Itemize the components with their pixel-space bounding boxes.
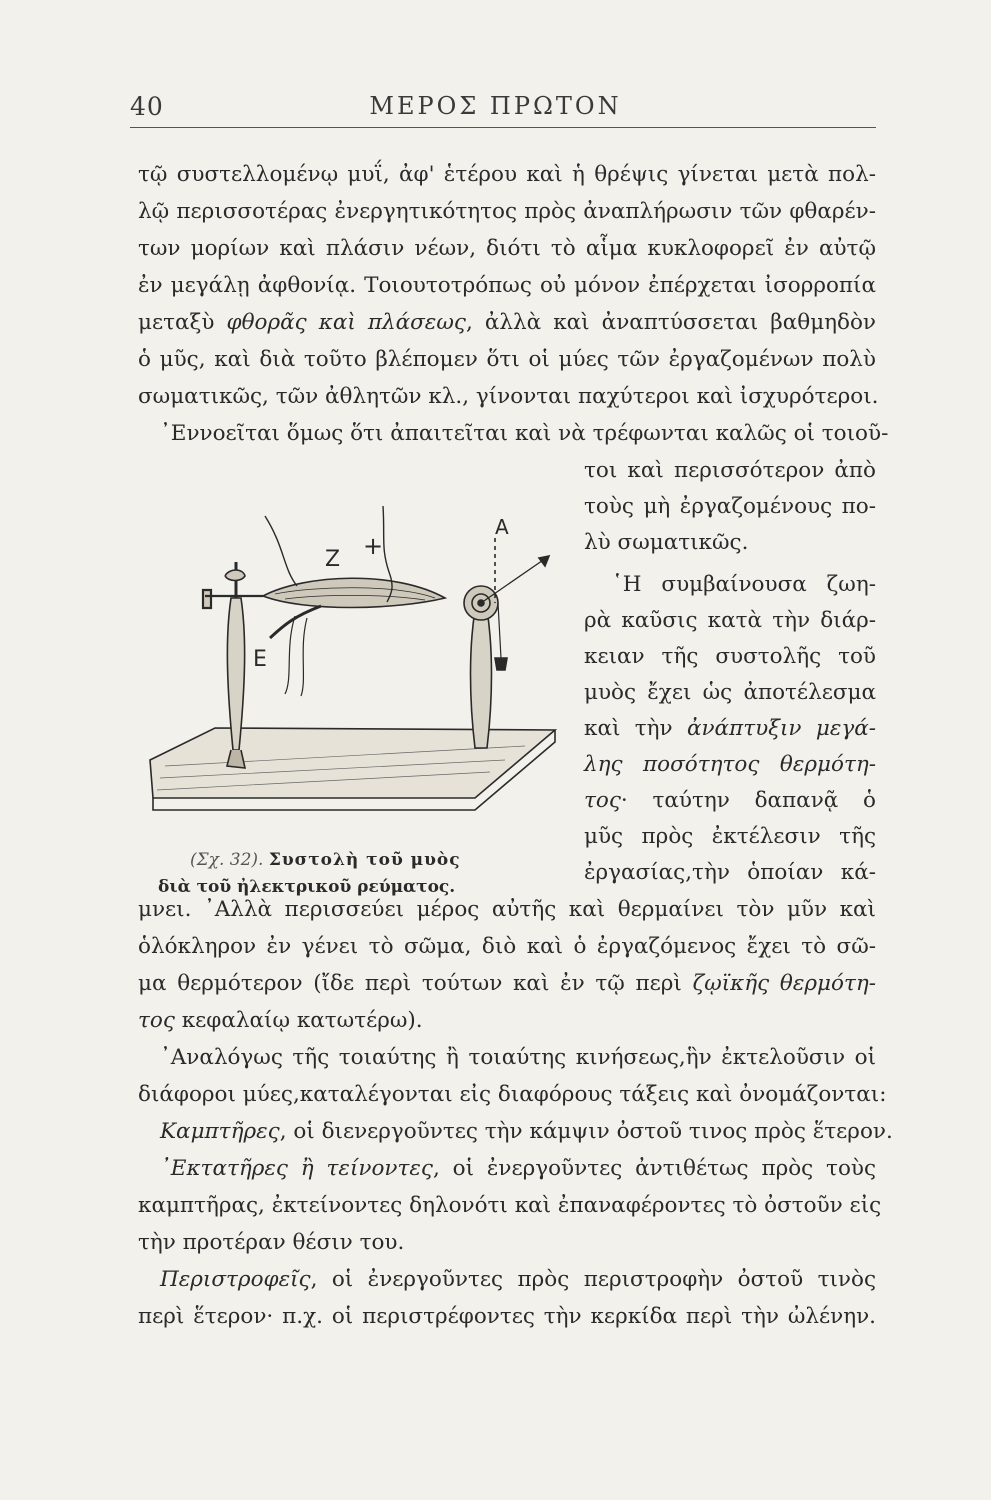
label-z: Z: [325, 547, 341, 572]
muscle-apparatus-figure: [145, 498, 570, 843]
side-text-line: ῾Η συμβαίνουσα ζωη-: [612, 572, 876, 597]
side-text-line: τοὺς μὴ ἐργαζομένους πο-: [584, 494, 876, 519]
label-plus: +: [363, 532, 384, 560]
text-line: καμπτῆρας, ἐκτείνοντες δηλονότι καὶ ἐπαναφέροντες τὸ ὀστοῦν εἰς: [138, 1193, 882, 1218]
figure-caption-line: διὰ τοῦ ἠλεκτρικοῦ ρεύματος.: [158, 877, 456, 897]
text-line: ὁ μῦς, καὶ διὰ τοῦτο βλέπομεν ὅτι οἱ μύες τῶν ἐργαζομένων πολὺ: [138, 347, 876, 372]
text-line: ὁλόκληρον ἐν γένει τὸ σῶμα, διὸ καὶ ὁ ἐργαζόμενος ἔχει τὸ σῶ-: [138, 934, 876, 959]
running-title: ΜΕΡΟΣ ΠΡΩΤΟΝ: [369, 92, 622, 120]
definition-item: Περιστροφεῖς, οἱ ἐνεργοῦντες πρὸς περιστροφὴν ὀστοῦ τινὸς: [160, 1267, 876, 1292]
text-line: διάφοροι μύες,καταλέγονται εἰς διαφόρους τάξεις καὶ ὀνομάζονται:: [138, 1082, 887, 1107]
text-line: ἐν μεγάλῃ ἀφθονίᾳ. Τοιουτοτρόπως οὐ μόνον ἐπέρχεται ἰσορροπία: [138, 273, 876, 298]
running-header: [130, 92, 861, 124]
text-line: περὶ ἕτερον· π.χ. οἱ περιστρέφοντες τὴν κερκίδα περὶ τὴν ὠλένην.: [138, 1304, 876, 1329]
figure-number: (Σχ. 32).: [190, 850, 264, 870]
text-line: των μορίων καὶ πλάσιν νέων, διότι τὸ αἷμα κυκλοφορεῖ ἐν αὐτῷ: [138, 236, 876, 261]
text-line: τος κεφαλαίῳ κατωτέρω).: [138, 1008, 423, 1033]
text-line: τῷ συστελλομένῳ μυΐ, ἀφ' ἑτέρου καὶ ἡ θρέψις γίνεται μετὰ πολ-: [138, 162, 876, 187]
side-text-line: λης ποσότητος θερμότη-: [584, 752, 876, 777]
emphasis: ζῳϊκῆς θερμότη-: [692, 971, 876, 996]
side-text-line: τος· ταύτην δαπανᾷ ὁ: [584, 788, 876, 813]
text-line: μεταξὺ φθορᾶς καὶ πλάσεως, ἀλλὰ καὶ ἀναπτύσσεται βαθμηδὸν: [138, 310, 876, 335]
emphasis: φθορᾶς καὶ πλάσεως: [226, 310, 466, 335]
side-text-line: μῦς πρὸς ἐκτέλεσιν τῆς: [584, 824, 876, 849]
definition-item: ᾿Εκτατῆρες ἢ τείνοντες, οἱ ἐνεργοῦντες ἀντιθέτως πρὸς τοὺς: [160, 1156, 876, 1181]
wooden-board: [150, 728, 555, 798]
side-text-line: κειαν τῆς συστολῆς τοῦ: [584, 644, 876, 669]
side-text-line: καὶ τὴν ἀνάπτυξιν μεγά-: [584, 716, 876, 741]
side-text-line: τοι καὶ περισσότερον ἀπὸ: [584, 458, 876, 483]
term: Καμπτῆρες: [160, 1119, 280, 1144]
header-rule: [130, 127, 876, 128]
text-line: λῷ περισσοτέρας ἐνεργητικότητος πρὸς ἀναπλήρωσιν τῶν φθαρέν-: [138, 199, 876, 224]
text-line: ᾿Αναλόγως τῆς τοιαύτης ἢ τοιαύτης κινήσεως,ἣν ἐκτελοῦσιν οἱ: [160, 1045, 876, 1070]
muscle: [263, 578, 445, 607]
side-text-line: λὺ σωματικῶς.: [584, 530, 749, 555]
side-text-line: μυὸς ἔχει ὡς ἀποτέλεσμα: [584, 680, 876, 705]
side-text-line: ρὰ καῦσις κατὰ τὴν διάρ-: [584, 608, 876, 633]
right-post: [464, 586, 507, 748]
side-text-line: ἐργασίας,τὴν ὁποίαν κά-: [584, 860, 876, 885]
figure-caption-line: [190, 850, 461, 870]
text-line: σωματικῶς, τῶν ἀθλητῶν κλ., γίνονται παχύτεροι καὶ ἰσχυρότεροι.: [138, 384, 879, 409]
text-line: μα θερμότερον (ἴδε περὶ τούτων καὶ ἐν τῷ περὶ ζῳϊκῆς θερμότη-: [138, 971, 876, 996]
term: Περιστροφεῖς: [160, 1267, 311, 1292]
label-e: E: [253, 647, 267, 672]
term: ᾿Εκτατῆρες ἢ τείνοντες: [160, 1156, 433, 1181]
label-a: A: [495, 515, 509, 539]
figure-caption: Συστολὴ τοῦ μυὸς: [268, 850, 461, 870]
definition-item: Καμπτῆρες, οἱ διενεργοῦντες τὴν κάμψιν ὀστοῦ τινος πρὸς ἕτερον.: [160, 1119, 893, 1144]
text-line: τὴν προτέραν θέσιν του.: [138, 1230, 405, 1255]
page-number: 40: [130, 92, 164, 121]
text-line: μνει. ᾿Αλλὰ περισσεύει μέρος αὐτῆς καὶ θερμαίνει τὸν μῦν καὶ: [138, 897, 876, 922]
text-line: ᾿Εννοεῖται ὅμως ὅτι ἀπαιτεῖται καὶ νὰ τρέφωνται καλῶς οἱ τοιοῦ-: [160, 421, 889, 446]
